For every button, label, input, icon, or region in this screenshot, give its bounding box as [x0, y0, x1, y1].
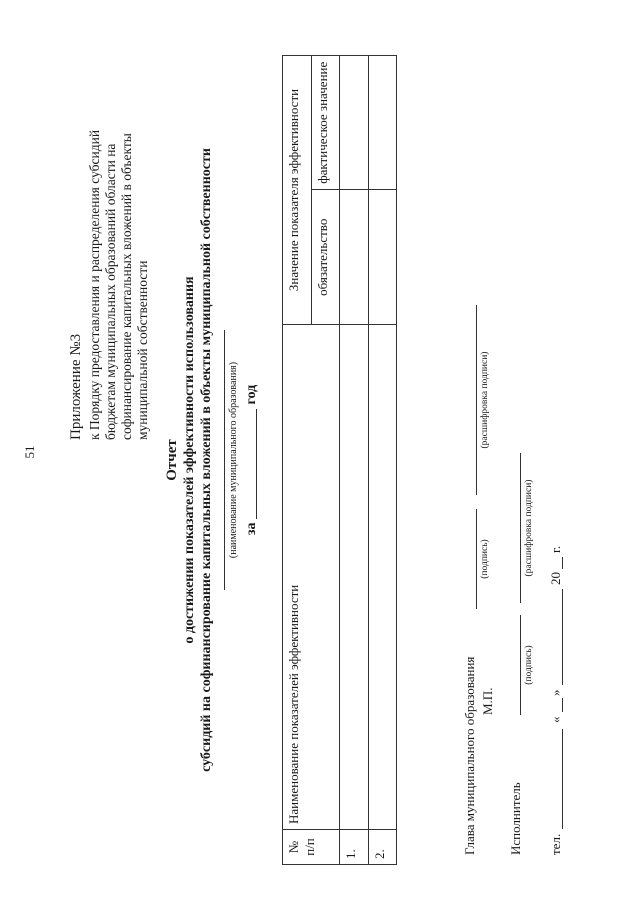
executor-signature-caption: (подпись)	[524, 645, 534, 685]
seal-label: М.П.	[480, 687, 495, 715]
header-obligation: обязательство	[311, 190, 340, 325]
row-number: 2.	[368, 830, 397, 865]
municipality-caption: (наименование муниципального образования)	[228, 361, 239, 559]
appendix-line: бюджетам муниципальных образований области на	[103, 143, 118, 440]
appendix-block	[68, 40, 151, 440]
appendix-line: софинансирование капитальных вложений в объекты	[119, 133, 134, 440]
table-header-row	[283, 56, 312, 865]
executor-decode-caption: (расшифровка подписи)	[524, 479, 534, 577]
date-year-prefix: 20	[548, 572, 563, 585]
head-signature-caption: (подпись)	[480, 539, 490, 579]
phone-fill-line	[562, 729, 563, 829]
header-indicator-name: Наименование показателей эффективности	[283, 325, 340, 830]
executor-signature-line	[520, 615, 521, 715]
period-fill-line	[256, 409, 257, 519]
appendix-title: Приложение №3	[68, 333, 84, 440]
date-close-quote: »	[548, 689, 563, 696]
date-year-line	[562, 557, 563, 569]
report-title: Отчет	[164, 439, 180, 481]
report-subtitle-line: о достижении показателей эффективности использования	[182, 276, 197, 644]
row-actual-cell	[340, 56, 369, 191]
executor-label: Исполнитель	[508, 782, 523, 855]
report-period	[244, 40, 260, 880]
table-row	[340, 56, 369, 865]
page-number: 51	[22, 445, 37, 459]
row-indicator-cell	[340, 325, 369, 830]
row-obligation-cell	[368, 190, 397, 325]
report-subtitle-line: субсидий на софинансирование капитальных вложений в объекты муниципальной собственности	[199, 148, 214, 772]
report-sheet	[60, 40, 580, 880]
appendix-line: к Порядку предоставления и распределения субсидий	[87, 129, 102, 440]
header-indicator-value: Значение показателя эффективности	[283, 56, 312, 325]
row-actual-cell	[368, 56, 397, 191]
date-year-suffix: г.	[548, 545, 563, 553]
date-open-quote: «	[548, 716, 563, 723]
header-no: № п/п	[283, 830, 340, 865]
executor-decode-line	[520, 453, 521, 603]
head-label: Глава муниципального образования	[462, 656, 477, 855]
row-number: 1.	[340, 830, 369, 865]
date-day-line	[562, 698, 563, 712]
year-label: год	[244, 384, 259, 405]
date-month-line	[562, 589, 563, 685]
row-obligation-cell	[340, 190, 369, 325]
table-row	[368, 56, 397, 865]
indicators-table	[282, 55, 397, 865]
head-decode-line	[476, 305, 477, 495]
signatures-block	[410, 45, 580, 865]
appendix-line: муниципальной собственности	[135, 260, 150, 440]
head-decode-caption: (расшифровка подписи)	[480, 351, 490, 449]
phone-label: тел.	[548, 833, 563, 855]
report-heading	[164, 40, 215, 880]
header-actual: фактическое значение	[311, 56, 340, 191]
for-label: за	[244, 522, 259, 536]
row-indicator-cell	[368, 325, 397, 830]
municipality-fill-line	[224, 330, 225, 590]
head-signature-line	[476, 509, 477, 609]
